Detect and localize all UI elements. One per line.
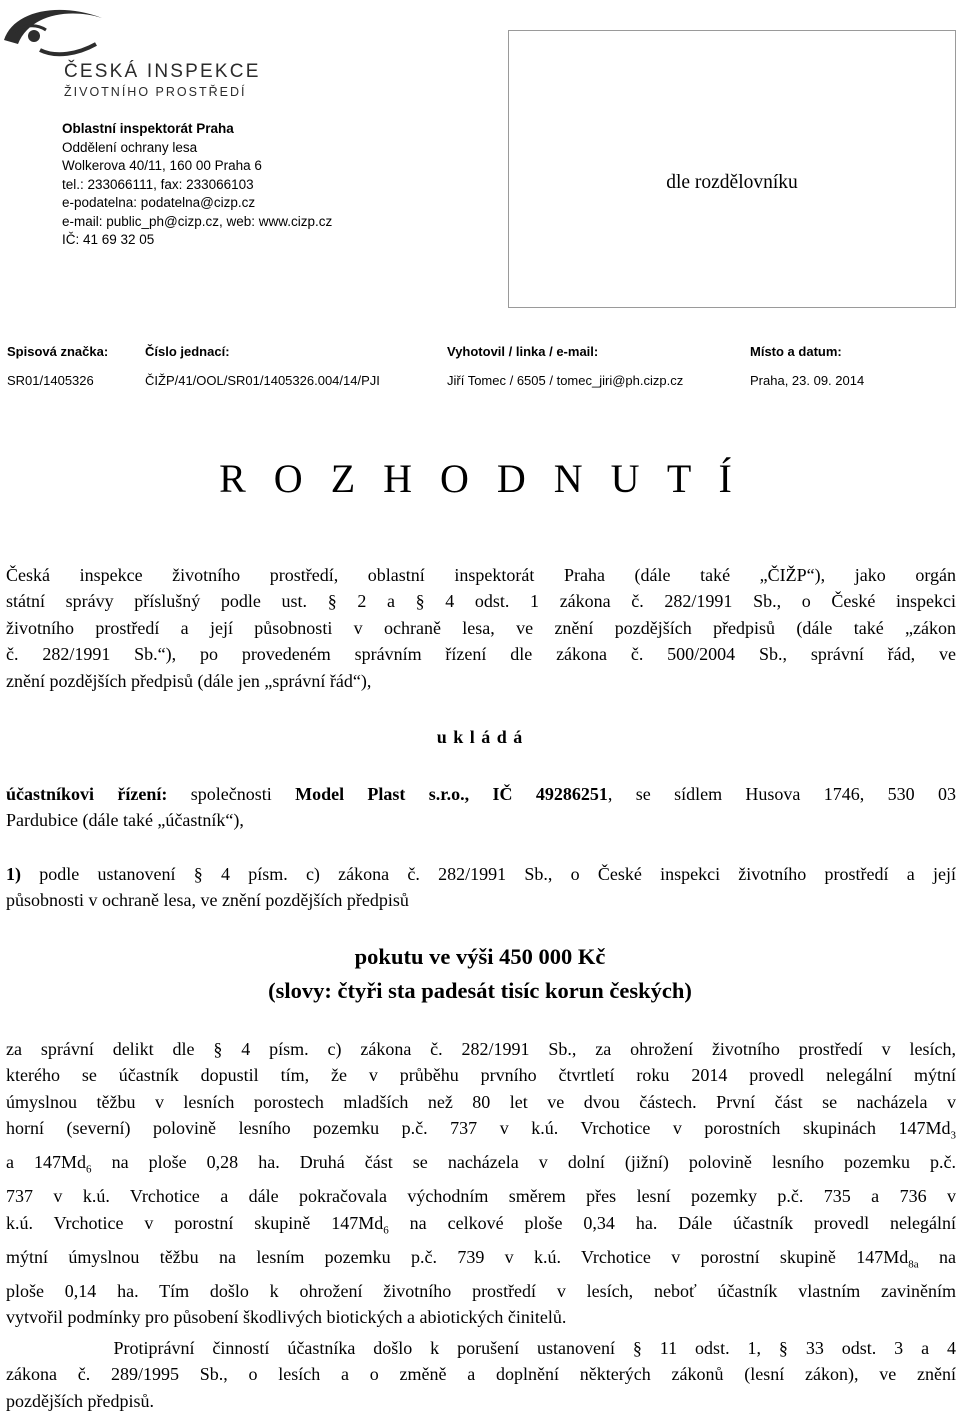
violation-line: Protiprávní činností účastníka došlo k porušení ustanovení § 11 odst. 1, § 33 odst. 3 a 4 bbox=[6, 1338, 956, 1358]
point1-text: podle ustanovení § 4 písm. c) zákona č. 282/1991 Sb., o České inspekci životního prostředí a její bbox=[21, 864, 956, 884]
party-text1: společnosti bbox=[167, 784, 296, 804]
delict-text: mýtní úmyslnou těžbu na lesním pozemku p.č. 739 v k.ú. Vrchotice v porostní skupině 147Md bbox=[6, 1246, 909, 1267]
intro-line: státní správy příslušný podle ust. § 2 a § 4 odst. 1 zákona č. 282/1991 Sb., o České inspekci bbox=[6, 591, 956, 612]
sender-dept: Oddělení ochrany lesa bbox=[62, 139, 198, 155]
misto-value: Praha, 23. 09. 2014 bbox=[750, 373, 865, 388]
sender-title: Oblastní inspektorát Praha bbox=[62, 121, 234, 136]
delict-text: na ploše 0,28 ha. Druhá část se nacházela v dolní (jižní) polovině lesního pozemku p.č. bbox=[91, 1152, 957, 1173]
cizp-logo bbox=[0, 0, 290, 110]
delict-line: 737 v k.ú. Vrchotice a dále pokračovala východním směrem přes lesní pozemky p.č. 735 a 736 v bbox=[6, 1186, 956, 1207]
sender-address: Wolkerova 40/11, 160 00 Praha 6 bbox=[62, 158, 262, 173]
point1-paragraph bbox=[6, 861, 956, 914]
subscript: 6 bbox=[86, 1163, 92, 1176]
subscript: 6 bbox=[383, 1224, 389, 1237]
document-title: R O Z H O D N U T Í bbox=[219, 456, 741, 501]
party-label: účastníkovi řízení: bbox=[6, 784, 168, 804]
subscript: 8a bbox=[908, 1258, 919, 1271]
delict-paragraph bbox=[6, 1036, 956, 1330]
delict-line: kterého se účastník dopustil tím, že v průběhu prvního čtvrtletí roku 2014 provedl nelegální mýtní bbox=[6, 1065, 956, 1086]
point1-line2: působnosti v ochraně lesa, ve znění pozdějších předpisů bbox=[6, 890, 409, 911]
delict-text: a 147Md bbox=[6, 1152, 87, 1173]
point1-number: 1) bbox=[6, 864, 21, 884]
spisova-label: Spisová značka: bbox=[7, 344, 109, 359]
intro-paragraph bbox=[6, 562, 956, 694]
subscript: 3 bbox=[950, 1129, 956, 1142]
delict-text: na celkové ploše 0,34 ha. Dále účastník provedl nelegální bbox=[388, 1212, 956, 1233]
fine-words: (slovy: čtyři sta padesát tisíc korun českých) bbox=[268, 978, 692, 1003]
violation-line: pozdějších předpisů. bbox=[6, 1390, 154, 1411]
sender-epodatelna: e-podatelna: podatelna@cizp.cz bbox=[62, 195, 256, 210]
violation-paragraph bbox=[6, 1335, 956, 1414]
delict-line: úmyslnou těžbu v lesních porostech mladších než 80 let ve dvou částech. První část se nacházela v bbox=[6, 1091, 956, 1112]
logo-text-line2: ŽIVOTNÍHO PROSTŘEDÍ bbox=[64, 85, 247, 99]
delict-text: na bbox=[918, 1246, 956, 1267]
delict-line bbox=[6, 1210, 956, 1244]
delict-line bbox=[6, 1244, 956, 1278]
delict-line bbox=[6, 1115, 956, 1149]
delict-line: ploše 0,14 ha. Tím došlo k ohrožení životního prostředí v lesích, neboť účastník vlastním zaviněním bbox=[6, 1280, 956, 1301]
sender-phone: tel.: 233066111, fax: 233066103 bbox=[62, 176, 254, 192]
delict-line bbox=[6, 1149, 956, 1183]
sender-block bbox=[62, 120, 332, 250]
party-company: Model Plast s.r.o., IČ 49286251 bbox=[295, 784, 608, 804]
recipient-box bbox=[508, 30, 956, 308]
recipient-text: dle rozdělovníku bbox=[666, 172, 798, 193]
point1-line bbox=[6, 861, 956, 887]
uklada-heading: u k l á d á bbox=[436, 727, 524, 747]
intro-line: znění pozdějších předpisů (dále jen „správní řád“), bbox=[6, 670, 372, 691]
intro-line: Česká inspekce životního prostředí, oblastní inspektorát Praha (dále také „ČIŽP“), jako orgán bbox=[6, 565, 956, 585]
logo-text-line1: ČESKÁ INSPEKCE bbox=[64, 61, 261, 82]
cislo-label: Číslo jednací: bbox=[145, 344, 230, 359]
sender-ic: IČ: 41 69 32 05 bbox=[62, 232, 155, 247]
delict-text: horní (severní) polovině lesního pozemku p.č. 737 v k.ú. Vrchotice v porostních skupinách 147Md bbox=[6, 1118, 951, 1139]
misto-label: Místo a datum: bbox=[750, 344, 842, 359]
delict-line: vytvořil podmínky pro působení škodlivých biotických a abiotických činitelů. bbox=[6, 1307, 567, 1328]
cislo-value: ČIŽP/41/OOL/SR01/1405326.004/14/PJI bbox=[145, 373, 380, 388]
party-paragraph bbox=[6, 781, 956, 834]
spisova-value: SR01/1405326 bbox=[7, 373, 94, 388]
intro-line: č. 282/1991 Sb.“), po provedeném správním řízení dle zákona č. 500/2004 Sb., správní řád, ve bbox=[6, 644, 956, 665]
party-line2: Pardubice (dále také „účastník“), bbox=[6, 810, 244, 831]
vyhotovil-label: Vyhotovil / linka / e-mail: bbox=[447, 344, 599, 359]
sender-email: e-mail: public_ph@cizp.cz, web: www.cizp.cz bbox=[62, 213, 333, 229]
delict-text: k.ú. Vrchotice v porostní skupině 147Md bbox=[6, 1212, 384, 1233]
vyhotovil-value: Jiří Tomec / 6505 / tomec_jiri@ph.cizp.cz bbox=[447, 373, 684, 388]
party-line bbox=[6, 781, 956, 807]
eye-logo-icon bbox=[0, 0, 110, 60]
party-text2: , se sídlem Husova 1746, 530 03 bbox=[607, 784, 956, 804]
violation-line: zákona č. 289/1995 Sb., o lesích a o změně a doplnění některých zákonů (lesní zákon), ve znění bbox=[6, 1364, 956, 1385]
intro-line: životního prostředí a její působnosti v ochraně lesa, ve znění pozdějších předpisů (dále také „zákon bbox=[6, 617, 956, 638]
fine-amount: pokutu ve výši 450 000 Kč bbox=[354, 944, 606, 969]
delict-line: za správní delikt dle § 4 písm. c) zákona č. 282/1991 Sb., za ohrožení životního prostředí v lesích, bbox=[6, 1039, 956, 1059]
